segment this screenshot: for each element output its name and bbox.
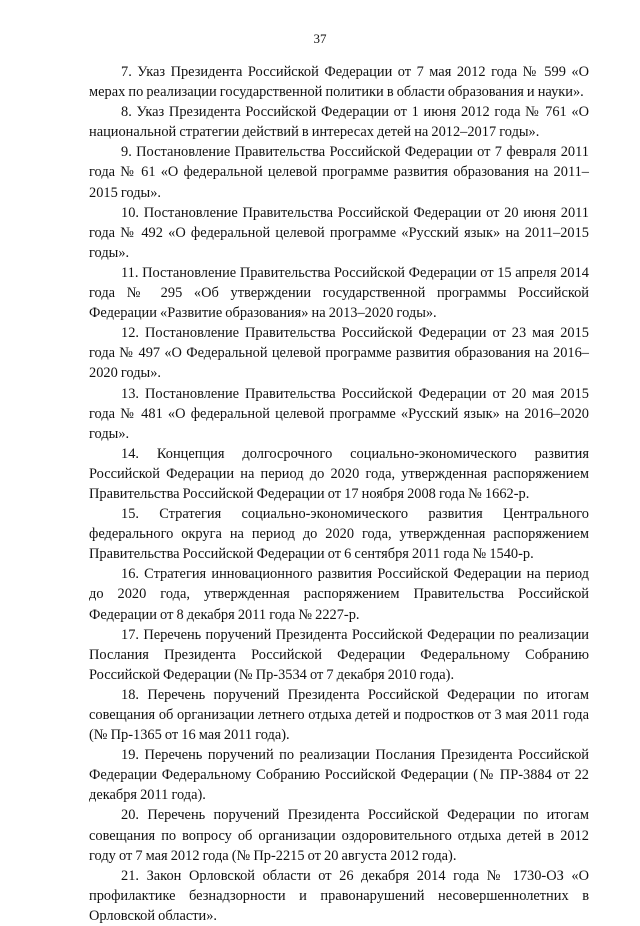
list-item: 14. Концепция долгосрочного социально-экономического развития Российской Федерации на период до 2020 года, утвержденная распоряжением Правительства Российской Федерации от 17 ноября 2008 года № 1662-р.	[89, 445, 589, 502]
list-item: 16. Стратегия инновационного развития Российской Федерации на период до 2020 года, утвержденная распоряжением Правительства Российской Федерации от 8 декабря 2011 года № 2227-р.	[89, 566, 589, 623]
list-item: 15. Стратегия социально-экономического развития Центрального федерального округа на период до 2020 года, утвержденная распоряжением Правительства Российской Федерации от 6 сентября 2011 года № 1540-р.	[89, 506, 589, 563]
list-item: 18. Перечень поручений Президента Российской Федерации по итогам совещания об организации летнего отдыха детей и подростков от 3 мая 2011 года (№ Пр-1365 от 16 мая 2011 года).	[89, 686, 589, 744]
list-item: 9. Постановление Правительства Российской Федерации от 7 февраля 2011 года № 61 «О федеральной целевой программе развития образования на 2011–2015 годы».	[89, 144, 589, 201]
list-item: 11. Постановление Правительства Российской Федерации от 15 апреля 2014 года № 295 «Об утверждении государственной программы Российской Федерации «Развитие образования» на 2013–2020 годы».	[89, 264, 589, 322]
page-number: 37	[313, 31, 327, 46]
list-item: 17. Перечень поручений Президента Российской Федерации по реализации Послания Президента Российской Федерации Федеральному Собранию Российской Федерации (№ Пр-3534 от 7 декабря 2010 года).	[89, 626, 589, 683]
list-item: 13. Постановление Правительства Российской Федерации от 20 мая 2015 года № 481 «О федеральной целевой программе «Русский язык» на 2016–2020 годы».	[89, 385, 589, 442]
references-list	[89, 62, 589, 926]
list-item: 21. Закон Орловской области от 26 декабря 2014 года № 1730-ОЗ «О профилактике безнадзорности и правонарушений несовершеннолетних в Орловской области».	[89, 867, 589, 924]
list-item: 12. Постановление Правительства Российской Федерации от 23 мая 2015 года № 497 «О Федеральной целевой программе развития образования на 2016–2020 годы».	[89, 325, 589, 382]
list-item: 7. Указ Президента Российской Федерации от 7 мая 2012 года № 599 «О мерах по реализации государственной политики в области образования и науки».	[89, 64, 589, 101]
list-item: 10. Постановление Правительства Российской Федерации от 20 июня 2011 года № 492 «О федеральной целевой программе «Русский язык» на 2011–2015 годы».	[89, 204, 589, 261]
list-item: 8. Указ Президента Российской Федерации от 1 июня 2012 года № 761 «О национальной стратегии действий в интересах детей на 2012–2017 годы».	[89, 104, 589, 141]
list-item: 19. Перечень поручений по реализации Послания Президента Российской Федерации Федеральному Собранию Российской Федерации (№ ПР-3884 от 22 декабря 2011 года).	[89, 747, 589, 804]
list-item: 20. Перечень поручений Президента Российской Федерации по итогам совещания по вопросу об организации оздоровительного отдыха детей в 2012 году от 7 мая 2012 года (№ Пр-2215 от 20 августа 2012 года).	[89, 807, 589, 864]
